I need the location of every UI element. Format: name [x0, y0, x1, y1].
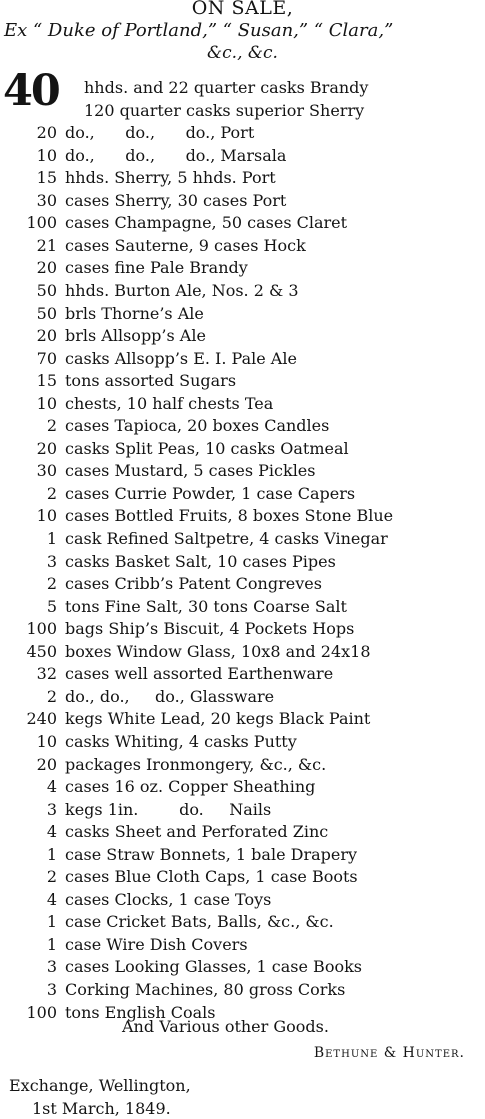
item-description: brls Allsopp’s Ale — [65, 326, 206, 346]
item-line — [20, 328, 206, 344]
item-line — [20, 596, 347, 616]
item-line — [84, 100, 365, 120]
item-line — [20, 799, 272, 819]
item-quantity: 21 — [36, 235, 57, 255]
item-quantity: 10 — [36, 506, 57, 526]
item-line — [20, 303, 204, 323]
item-description: tons Fine Salt, 30 tons Coarse Salt — [65, 596, 347, 616]
item-quantity: 1 — [46, 529, 57, 548]
item-line — [20, 260, 248, 276]
item-quantity: 2 — [46, 574, 57, 594]
item-quantity: 3 — [46, 551, 57, 571]
item-description: cases Sauterne, 9 cases Hock — [65, 235, 306, 255]
item-quantity: 50 — [36, 280, 57, 300]
item-description: cases Currie Powder, 1 case Capers — [65, 483, 356, 503]
item-description: brls Thorne’s Ale — [65, 303, 204, 323]
item-line — [20, 982, 345, 998]
item-line — [20, 869, 358, 885]
item-description: chests, 10 half chests Tea — [65, 393, 274, 413]
item-quantity: 15 — [36, 168, 57, 188]
item-description: hhds. Sherry, 5 hhds. Port — [65, 168, 276, 188]
item-quantity: 3 — [46, 799, 57, 819]
etc-line: &c., &c. — [207, 43, 278, 63]
item-quantity: 50 — [36, 303, 57, 323]
item-quantity: 20 — [36, 754, 57, 774]
item-line — [20, 686, 275, 706]
item-quantity: 20 — [36, 258, 57, 278]
item-line — [20, 373, 236, 389]
item-description: Corking Machines, 80 gross Corks — [65, 980, 346, 999]
item-line — [20, 348, 297, 368]
item-description: cases Clocks, 1 case Toys — [65, 889, 272, 909]
item-description: case Straw Bonnets, 1 bale Drapery — [65, 844, 358, 864]
item-line — [20, 754, 327, 774]
item-description: tons English Coals — [65, 1002, 216, 1022]
item-quantity: 2 — [46, 416, 57, 436]
item-line — [20, 779, 315, 795]
item-description: cask Refined Saltpetre, 4 casks Vinegar — [65, 529, 388, 548]
item-description: case Wire Dish Covers — [65, 934, 248, 954]
item-line — [20, 235, 306, 255]
item-description: kegs 1in. do. Nails — [65, 799, 272, 819]
item-quantity: 10 — [36, 145, 57, 165]
merchant-signature: Bethune & Hunter. — [313, 1045, 465, 1061]
item-description: kegs White Lead, 20 kegs Black Paint — [65, 709, 371, 729]
item-line — [20, 145, 287, 165]
item-description: packages Ironmongery, &c., &c. — [65, 754, 327, 774]
item-description: cases Mustard, 5 cases Pickles — [65, 461, 316, 481]
item-line — [20, 531, 388, 547]
item-quantity: 1 — [46, 844, 57, 864]
big-number: 40 — [3, 66, 59, 116]
item-description: cases Blue Cloth Caps, 1 case Boots — [65, 867, 358, 887]
item-line — [20, 508, 393, 524]
item-line — [20, 125, 254, 141]
item-quantity: 100 — [26, 1002, 57, 1022]
item-quantity: 2 — [46, 483, 57, 503]
item-description: 120 quarter casks superior Sherry — [84, 100, 365, 120]
item-line — [20, 844, 358, 864]
item-quantity: 10 — [36, 393, 57, 413]
item-quantity: 4 — [46, 889, 57, 909]
item-line — [20, 731, 297, 751]
item-quantity: 20 — [36, 123, 57, 143]
item-line — [20, 393, 274, 413]
item-quantity: 2 — [46, 686, 57, 706]
item-quantity: 20 — [36, 326, 57, 346]
date-line: 1st March, 1849. — [32, 1099, 171, 1118]
item-line — [84, 80, 368, 96]
item-description: bags Ship’s Biscuit, 4 Pockets Hops — [65, 619, 355, 639]
item-description: cases well assorted Earthenware — [65, 664, 334, 684]
item-line — [20, 666, 333, 682]
item-quantity: 20 — [36, 438, 57, 458]
item-description: do., do., do., Glassware — [65, 686, 275, 706]
item-line — [20, 934, 248, 954]
item-quantity: 3 — [46, 980, 57, 999]
item-description: casks Sheet and Perforated Zinc — [65, 822, 329, 842]
item-line — [20, 170, 276, 186]
item-line — [20, 824, 328, 840]
item-quantity: 10 — [36, 731, 57, 751]
heading: ON SALE, — [191, 0, 294, 19]
item-quantity: 450 — [26, 641, 57, 661]
item-description: casks Whiting, 4 casks Putty — [65, 731, 297, 751]
item-description: cases Cribb’s Patent Congreves — [65, 574, 322, 594]
item-description: cases fine Pale Brandy — [65, 258, 248, 278]
item-line — [20, 418, 329, 434]
item-description: cases Looking Glasses, 1 case Books — [65, 957, 362, 977]
item-line — [20, 438, 349, 458]
item-quantity: 30 — [36, 190, 57, 210]
various-goods: And Various other Goods. — [122, 1017, 329, 1036]
item-description: casks Basket Salt, 10 cases Pipes — [65, 551, 336, 571]
item-quantity: 70 — [36, 348, 57, 368]
item-line — [20, 483, 356, 503]
item-quantity: 1 — [46, 934, 57, 954]
item-line — [20, 889, 272, 909]
item-description: cases Sherry, 30 cases Port — [65, 190, 287, 210]
item-description: do., do., do., Port — [65, 123, 255, 143]
item-description: tons assorted Sugars — [65, 371, 237, 391]
item-description: cases Champagne, 50 cases Claret — [65, 213, 348, 233]
item-line — [20, 551, 336, 571]
item-description: do., do., do., Marsala — [65, 145, 287, 165]
item-quantity: 4 — [46, 777, 57, 797]
item-quantity: 240 — [26, 709, 57, 729]
item-line — [20, 280, 299, 300]
item-line — [20, 463, 315, 479]
item-quantity: 100 — [26, 213, 57, 233]
item-quantity: 30 — [36, 461, 57, 481]
item-description: cases Bottled Fruits, 8 boxes Stone Blue — [65, 506, 394, 526]
item-description: case Cricket Bats, Balls, &c., &c. — [65, 912, 334, 932]
item-quantity: 5 — [46, 596, 57, 616]
place-line: Exchange, Wellington, — [9, 1076, 191, 1095]
item-description: cases Tapioca, 20 boxes Candles — [65, 416, 330, 436]
item-line — [20, 959, 362, 975]
item-quantity: 1 — [46, 912, 57, 932]
item-quantity: 100 — [26, 619, 57, 639]
item-description: cases 16 oz. Copper Sheathing — [65, 777, 316, 797]
item-line — [20, 914, 334, 930]
item-quantity: 2 — [46, 867, 57, 887]
item-description: hhds. and 22 quarter casks Brandy — [84, 78, 369, 97]
item-description: casks Allsopp’s E. I. Pale Ale — [65, 348, 297, 368]
item-line — [20, 641, 371, 661]
item-description: hhds. Burton Ale, Nos. 2 & 3 — [65, 280, 299, 300]
ships-line: Ex “ Duke of Portland,” “ Susan,” “ Clara,” — [4, 20, 394, 41]
item-description: casks Split Peas, 10 casks Oatmeal — [65, 438, 349, 458]
item-line — [20, 711, 370, 727]
item-quantity: 15 — [36, 371, 57, 391]
item-line — [20, 576, 322, 592]
item-line — [20, 621, 354, 637]
item-line — [20, 215, 347, 231]
item-line — [20, 190, 287, 210]
item-quantity: 32 — [36, 664, 57, 684]
item-quantity: 4 — [46, 822, 57, 842]
item-description: boxes Window Glass, 10x8 and 24x18 — [65, 641, 371, 661]
item-quantity: 3 — [46, 957, 57, 977]
